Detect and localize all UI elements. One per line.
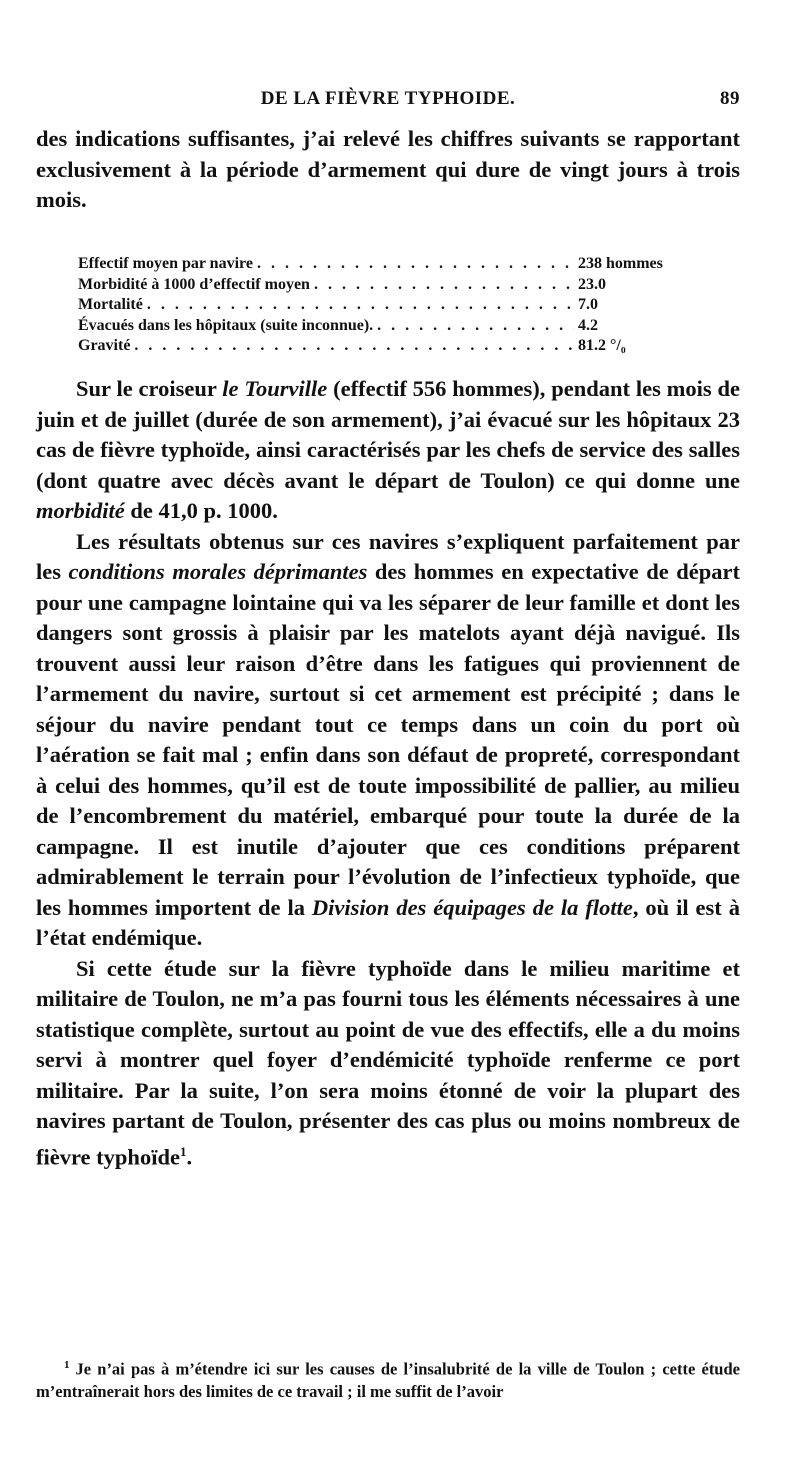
stat-label: Évacués dans les hôpitaux (suite inconnue). [78,316,374,334]
leader-dots [314,275,574,296]
stat-row [78,275,698,296]
leader-dots [377,316,574,337]
term-morbidite: morbidité [36,498,125,523]
term-conditions: conditions morales déprimantes [68,559,368,584]
text-run: Les résultats obtenus sur ces navires s’expliquent parfaitement par les [36,528,740,584]
stat-value: 7.0 [578,296,598,313]
stat-value: 4.2 [578,316,598,334]
main-text [36,374,740,1173]
text-run: (effectif 556 hommes), pendant les mois de juin et de juillet (durée de son armement), j’ai évacué sur les hôpitaux 23 cas de fièvre typhoïde, ainsi caractérisés par les chefs de service des salles (dont quatre avec décès avant le départ de Toulon) ce qui donne une [36,376,741,493]
results-paragraph [36,527,740,954]
text-run: de 41,0 p. 1000. [124,498,278,523]
stat-row [78,254,698,275]
running-head [36,88,740,114]
term-division: Division des équipages de la flotte [311,894,633,920]
stat-label: Gravité [78,337,131,354]
footnote-marker: 1 [64,1359,70,1371]
intro-paragraph-block [36,124,740,216]
text-run: Si cette étude sur la fièvre typhoïde dans le milieu maritime et militaire de Toulon, ne m’a pas fourni tous les éléments nécessaires à une statistique complète, surtout au point de vue des effectifs, elle a du moins servi à montrer quel foyer d’endémicité typhoïde renferme ce port militaire. Par la suite, l’on sera moins étonné de voir la plupart des navires partant de Toulon, présenter des cas plus ou moins nombreux de fièvre typhoïde [36,955,740,1169]
stat-label: Effectif moyen par navire [78,255,253,272]
leader-dots [134,336,574,357]
stat-value: 23.0 [578,275,606,293]
leader-dots [257,254,574,275]
leader-dots [147,295,574,316]
stat-value: 81.2 °/₀ [578,337,626,354]
running-title: DE LA FIÈVRE TYPHOIDE. [260,88,516,109]
text-run: des hommes en expectative de départ pour une campagne lointaine qui va les séparer de leur famille et dont les dangers sont grossis à plaisir par les matelots ayant déjà navigué. Ils trouvent aussi leur raison d’être dans les fatigues qui proviennent de l’armement du navire, surtout si cet armement est précipité ; dans le séjour du navire pendant tout ce temps dans un coin du port où l’aération se fait mal ; enfin dans son défaut de propreté, correspondant à celui des hommes, qu’il est de toute impossibilité de pallier, au milieu de l’encombrement du matériel, embarqué pour toute la durée de la campagne. Il est inutile d’ajouter que ces conditions préparent admirablement le terrain pour l’évolution de l’infectieux typhoïde, que les hommes importent de la [36,559,740,920]
text-run: , où il est à l’état endémique. [36,894,740,950]
stat-value: 238 hommes [578,255,663,272]
stat-row [78,336,698,357]
statistics-table [78,254,698,357]
stat-label: Mortalité [78,296,143,313]
footnote-reference[interactable]: 1 [179,1143,187,1159]
footnote-text: Je n’ai pas à m’étendre ici sur les causes de l’insalubrité de la ville de Toulon ; cette étude m’entraînerait hors des limites de ce travail ; il me suffit de l’avoir [36,1359,740,1401]
stat-label: Morbidité à 1000 d’effectif moyen [78,275,310,293]
stat-row [78,316,698,337]
stat-row [78,295,698,316]
text-run: . [186,1144,193,1169]
tourville-paragraph [36,374,740,527]
intro-paragraph: des indications suffisantes, j’ai relevé les chiffres suivants se rapportant exclusivement à la période d’armement qui dure de vingt jours à trois mois. [36,126,740,212]
page-number: 89 [720,88,740,109]
conclusion-paragraph [36,954,740,1173]
ship-name: le Tourville [222,376,328,401]
footnote [36,1354,740,1403]
text-run: Sur le croiseur [76,376,223,401]
